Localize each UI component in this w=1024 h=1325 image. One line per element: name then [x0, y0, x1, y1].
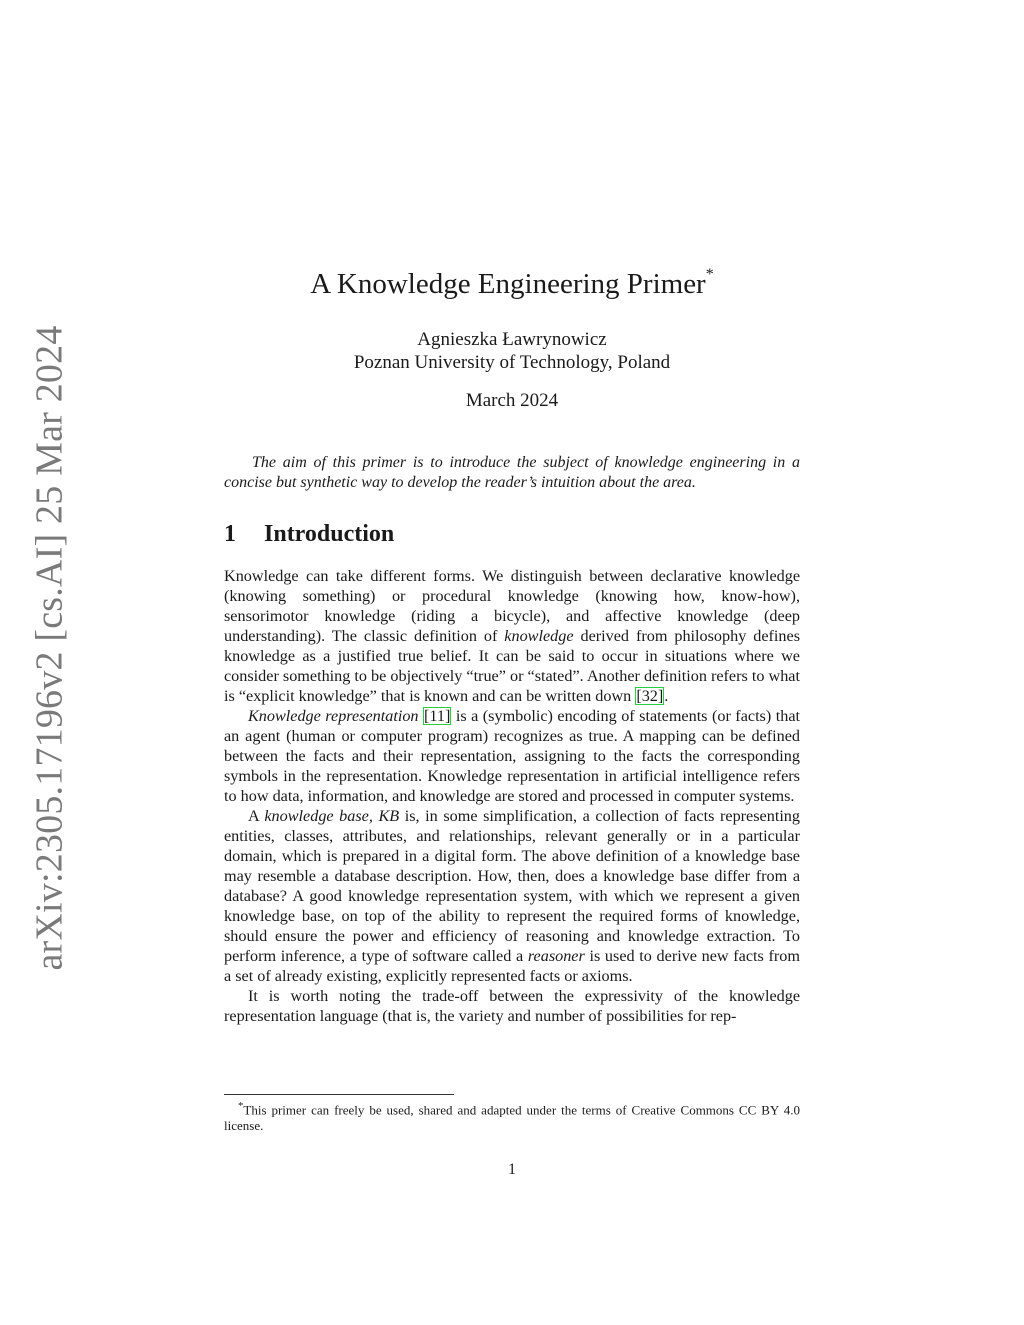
emphasis-knowledge-base: knowledge base, KB — [264, 807, 400, 825]
section-number: 1 — [224, 521, 236, 547]
paper-title — [224, 268, 800, 301]
text-run: is, in some simplification, a collection of facts representing entities, classes, attributes, and relationships, relevant generally or in a particular domain, which is prepared in a digital form. The above definition of a knowledge base may resemble a database description. How, then, does a knowledge base differ from a database? A good knowledge representation system, with which we represent a given knowledge base, on top of the ability to represent the required forms of knowledge, should ensure the power and efficiency of reasoning and knowledge extraction. To perform inference, a type of software called a — [224, 807, 800, 965]
paragraph-2 — [224, 706, 800, 806]
arxiv-identifier: arXiv:2305.17196v2 [cs.AI] 25 Mar 2024 — [29, 325, 72, 971]
text-run: A — [248, 807, 265, 825]
paragraph-1 — [224, 566, 800, 706]
author-block — [224, 328, 800, 374]
section-title: Introduction — [264, 521, 395, 547]
arxiv-sidebar-stamp — [20, 325, 80, 971]
abstract: The aim of this primer is to introduce the subject of knowledge engineering in a concise but synthetic way to develop the reader’s intuition about the area. — [224, 454, 800, 491]
page-number: 1 — [508, 1161, 516, 1178]
paragraph-4: It is worth noting the trade-off between the expressivity of the knowledge representation language (that is, the variety and number of possibilities for rep- — [224, 987, 800, 1025]
footnote-text: This primer can freely be used, shared and adapted under the terms of Creative Commons CC BY 4.0 license. — [224, 1102, 800, 1134]
section-heading — [224, 521, 800, 548]
paragraph-3 — [224, 806, 800, 986]
author-name: Agnieszka Ławrynowicz — [417, 329, 607, 350]
text-run: Knowledge can take different forms. We distinguish between declarative knowledge (knowing something) or procedural knowledge (knowing how, know-how), sensorimotor knowledge (riding a bicycle), and affective knowledge (deep understanding). The classic definition of — [224, 567, 800, 645]
footnote-mark: * — [238, 1100, 244, 1112]
section-body — [224, 566, 800, 1026]
emphasis-knowledge-representation: Knowledge representation — [248, 707, 419, 725]
footnote — [224, 1098, 800, 1134]
text-run: . — [664, 687, 669, 705]
paper-title-text: A Knowledge Engineering Primer — [310, 268, 706, 300]
citation-link[interactable]: [11] — [424, 707, 451, 725]
title-footnote-mark: * — [705, 266, 714, 283]
citation-link[interactable]: [32] — [636, 687, 664, 705]
text-run: derived from philosophy defines knowledge as a justified true belief. It can be said to occur in situations where we consider something to be objectively “true” or “stated”. Another definition refers to what is “explicit knowledge” that is known and can be written down — [224, 627, 800, 705]
paper-date: March 2024 — [465, 390, 559, 411]
emphasis-knowledge: knowledge — [504, 627, 574, 645]
text-run: is used to derive new facts from a set of already existing, explicitly represented facts or axioms. — [224, 947, 800, 985]
author-affiliation: Poznan University of Technology, Poland — [353, 352, 671, 373]
emphasis-reasoner: reasoner — [527, 947, 585, 965]
text-run: is a (symbolic) encoding of statements (or facts) that an agent (human or computer program) recognizes as true. A mapping can be defined between the facts and their representation, assigning to the facts the corresponding symbols in the representation. Knowledge representation in artificial intelligence refers to how data, information, and knowledge are stored and processed in computer systems. — [224, 707, 800, 805]
footnote-divider — [224, 1094, 454, 1095]
